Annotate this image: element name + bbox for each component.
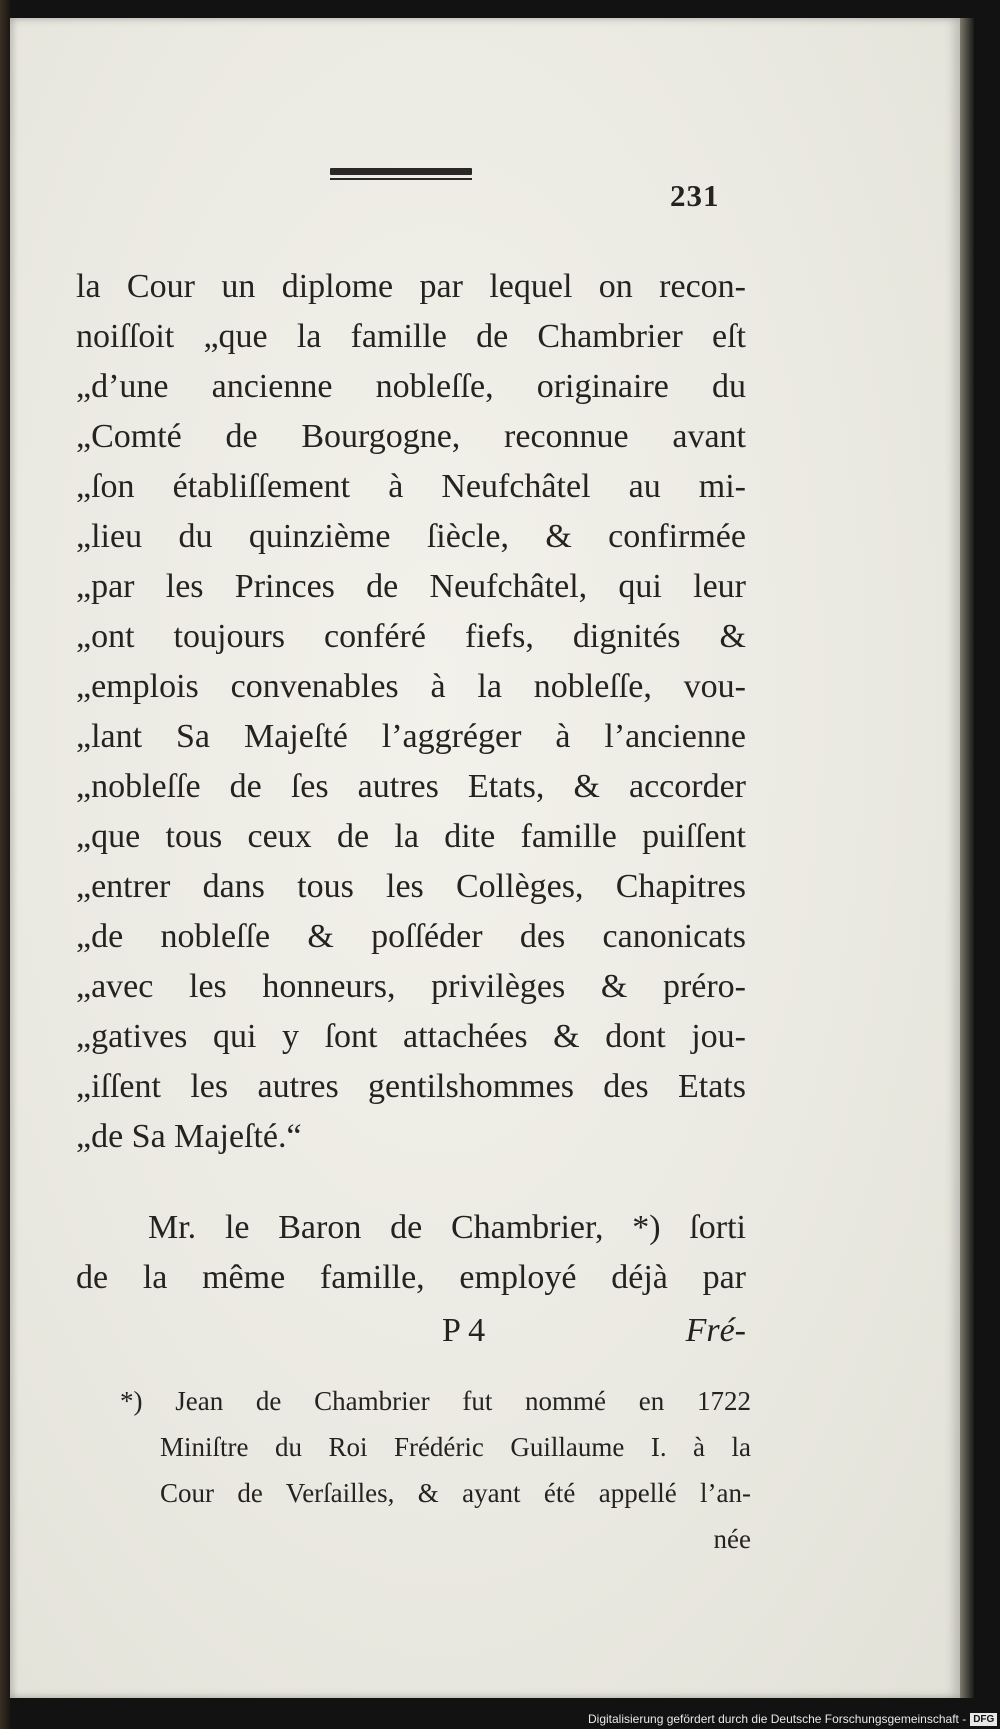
footnote-line: Miniſtre du Roi Frédéric Guillaume I. à la xyxy=(160,1432,751,1462)
text-line: „lieu du quinzième ſiècle, & confirmée xyxy=(76,518,746,555)
dfg-logo: DFG xyxy=(970,1713,997,1726)
text-line: de la même famille, employé déjà par xyxy=(76,1259,746,1296)
text-line: „de nobleſſe & poſſéder des canonicats xyxy=(76,918,746,955)
text-line: noiſſoit „que la famille de Chambrier eſt xyxy=(76,318,746,355)
text-line: „entrer dans tous les Collèges, Chapitres xyxy=(76,868,746,905)
text-line: „emplois convenables à la nobleſſe, vou- xyxy=(76,668,746,705)
text-line: Mr. le Baron de Chambrier, *) ſorti xyxy=(148,1209,746,1246)
text-line: „ont toujours conféré fiefs, dignités & xyxy=(76,618,746,655)
text-line: la Cour un diplome par lequel on recon- xyxy=(76,268,746,305)
text-line: „lant Sa Majeſté l’aggréger à l’ancienne xyxy=(76,718,746,755)
main-text-block xyxy=(76,262,746,1162)
catchword: Fré- xyxy=(685,1312,746,1349)
text-line: „gatives qui y ſont attachées & dont jou- xyxy=(76,1018,746,1055)
header-ornament-rule xyxy=(330,168,472,182)
text-line: „d’une ancienne nobleſſe, originaire du xyxy=(76,368,746,405)
text-line: „ſon établiſſement à Neufchâtel au mi- xyxy=(76,468,746,505)
text-line: „de Sa Majeſté.“ xyxy=(76,1118,302,1155)
second-paragraph xyxy=(76,1203,746,1303)
footnote-line: *) Jean de Chambrier fut nommé en 1722 xyxy=(120,1386,751,1416)
digitization-credit xyxy=(588,1712,997,1726)
footnote xyxy=(120,1378,751,1562)
book-spine-edge xyxy=(0,0,10,1729)
ornament-thick-bar xyxy=(330,168,472,175)
footnote-line: née xyxy=(713,1524,751,1554)
ornament-thin-bar xyxy=(330,178,472,180)
text-line: „nobleſſe de ſes autres Etats, & accorder xyxy=(76,768,746,805)
text-line: „par les Princes de Neufchâtel, qui leur xyxy=(76,568,746,605)
book-page xyxy=(10,18,960,1698)
credit-text: Digitalisierung gefördert durch die Deutsche Forschungsgemeinschaft - xyxy=(588,1712,967,1726)
page-stack-edge xyxy=(958,18,974,1698)
text-line: „iſſent les autres gentilshommes des Etats xyxy=(76,1068,746,1105)
footnote-line: Cour de Verſailles, & ayant été appellé l’an- xyxy=(160,1478,751,1508)
text-line: „Comté de Bourgogne, reconnue avant xyxy=(76,418,746,455)
signature-line xyxy=(76,1306,746,1356)
text-line: „que tous ceux de la dite famille puiſſent xyxy=(76,818,746,855)
signature-mark: P 4 xyxy=(442,1312,486,1349)
page-number: 231 xyxy=(670,178,720,213)
text-line: „avec les honneurs, privilèges & préro- xyxy=(76,968,746,1005)
